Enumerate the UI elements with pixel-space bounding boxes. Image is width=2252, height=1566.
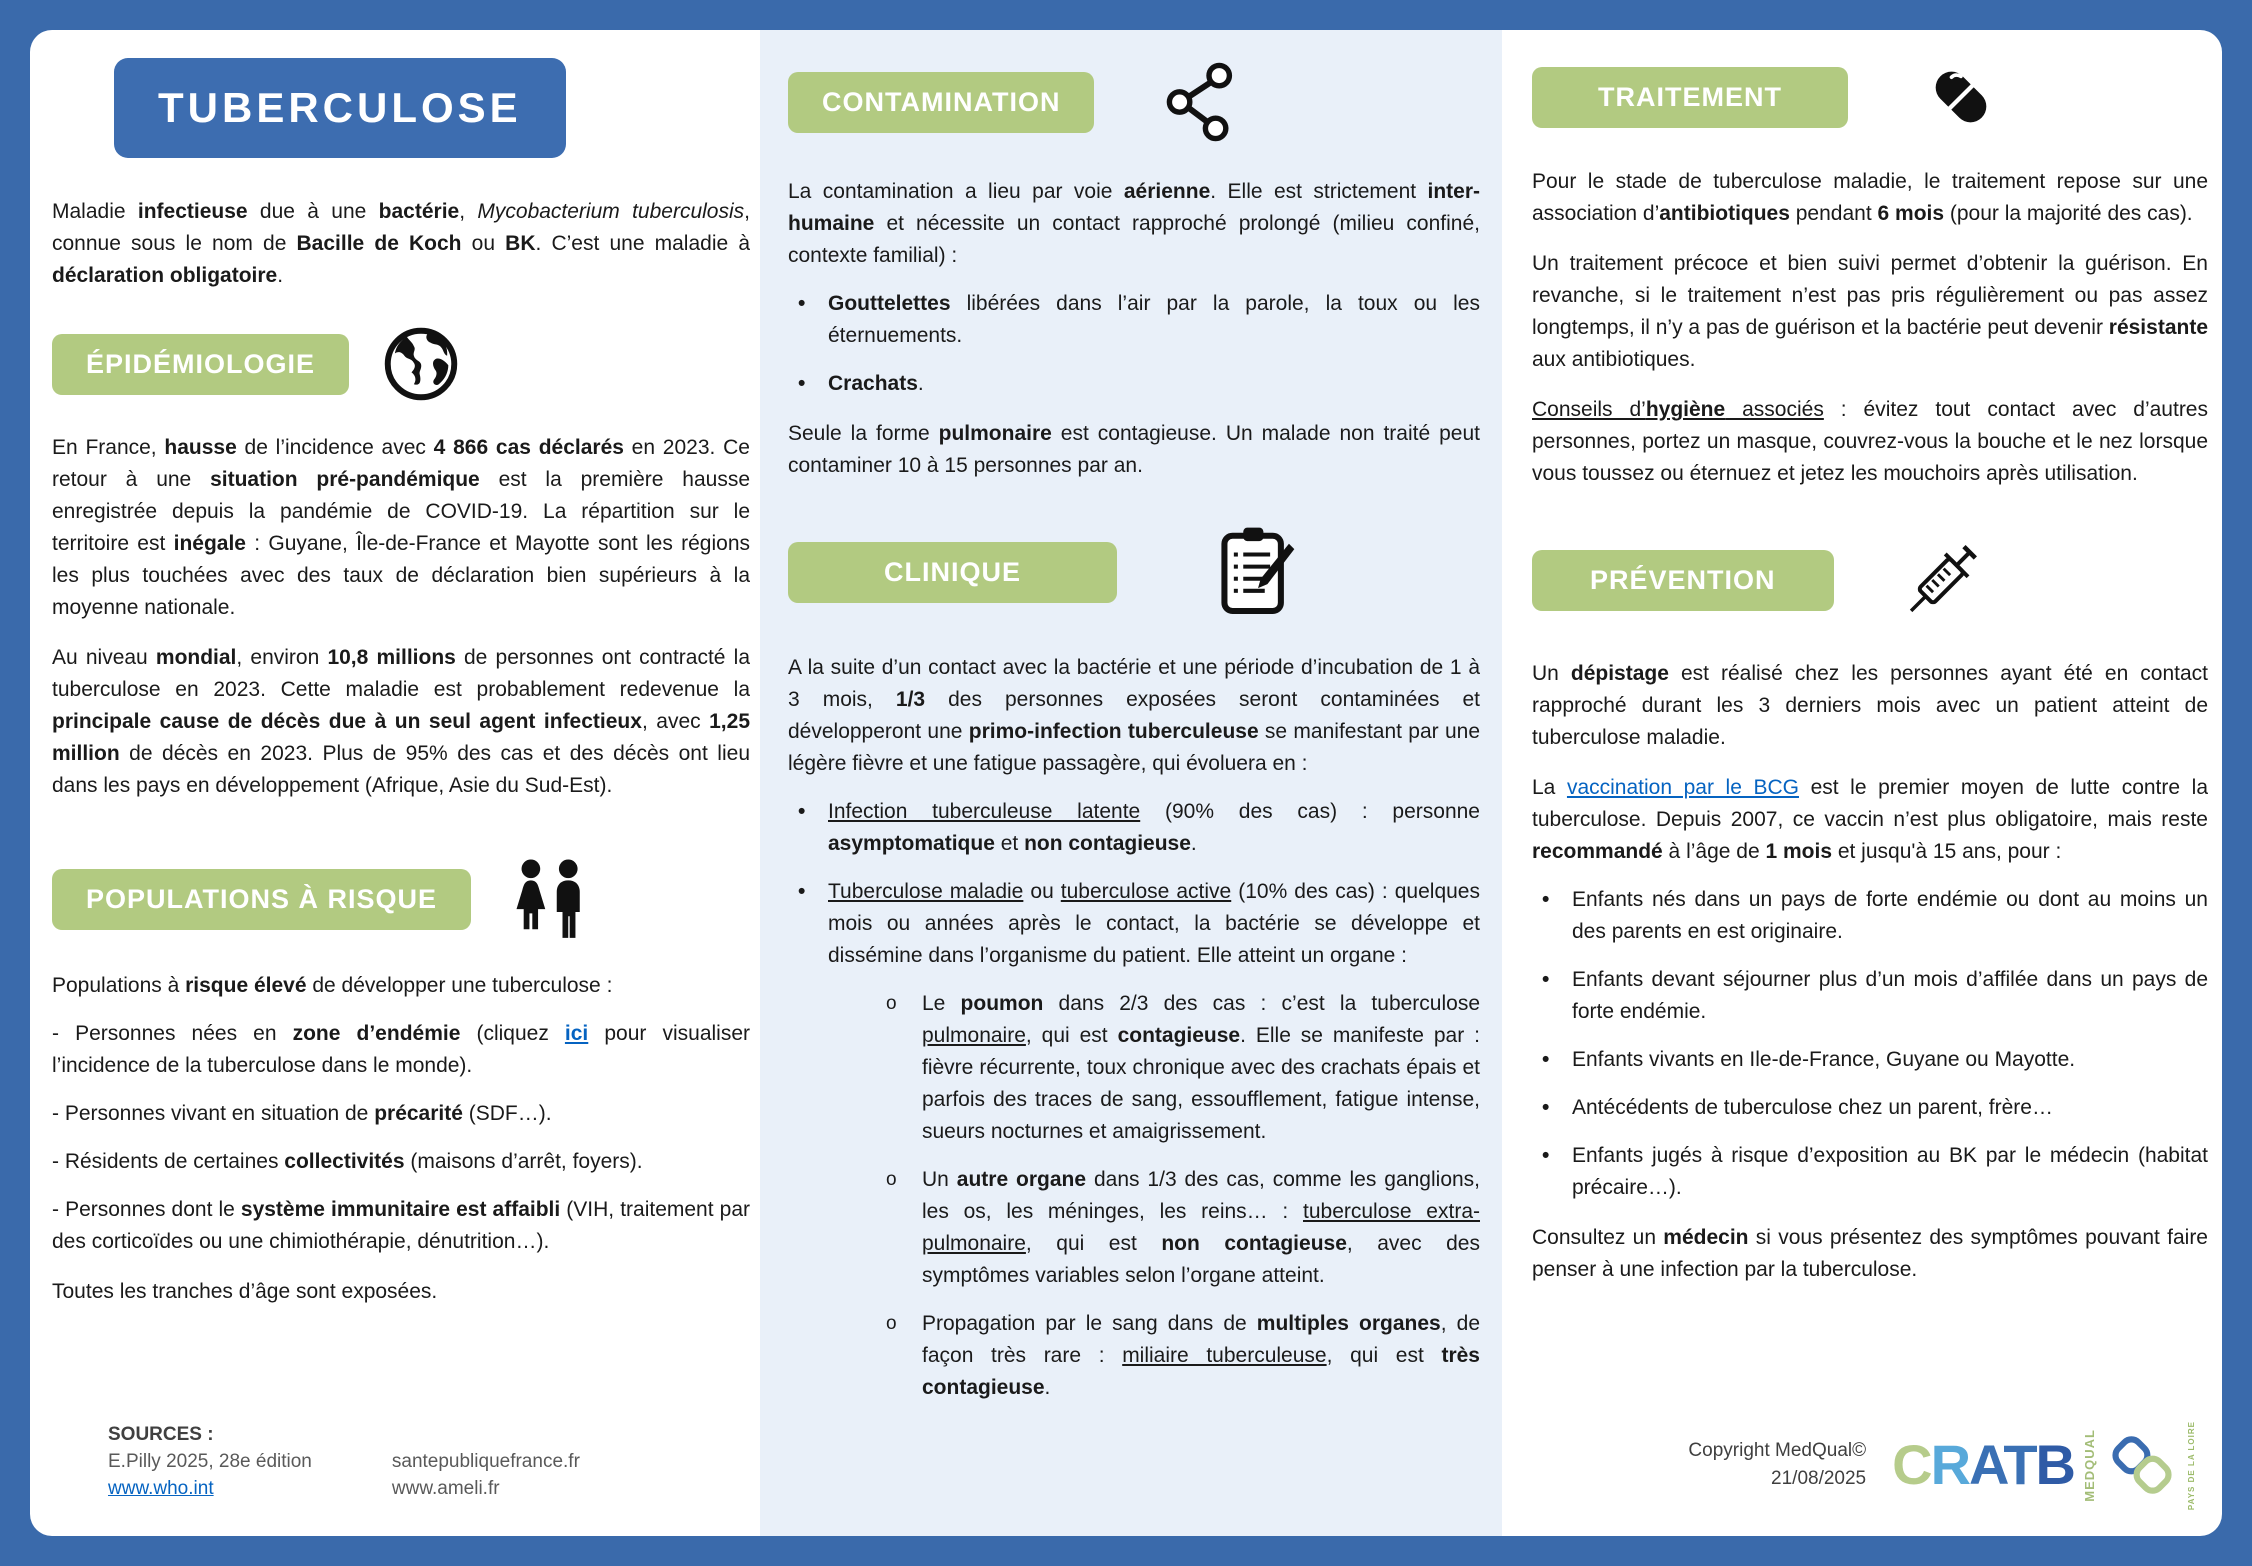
prevention-outro <box>1532 1222 2208 1286</box>
logo-letter: A <box>1969 1433 2004 1497</box>
text-span: poumon <box>960 992 1044 1015</box>
text-span: déclaration obligatoire <box>52 264 278 287</box>
list-item <box>1532 964 2208 1028</box>
text-span: est le premier moyen de lutte contre la tuberculose. Depuis 2007, ce vaccin n’est plus obligatoire, mais reste <box>1532 776 2208 831</box>
text-span: En France, <box>52 436 165 459</box>
copyright-line-2: 21/08/2025 <box>1771 1468 1867 1490</box>
contamination-badge <box>788 72 1094 133</box>
text-span: Toutes les tranches d’âge sont exposées. <box>52 1280 438 1303</box>
text-span: Bacille de Koch <box>296 232 462 255</box>
text-span: . Elle est strictement <box>1210 180 1428 203</box>
section-populations-header <box>52 858 750 940</box>
text-span: se manifestant par une légère fièvre et une fatigue passagère, qui évoluera en : <box>788 720 1480 775</box>
prevention-paragraph-1 <box>1532 658 2208 754</box>
text-span: (pour la majorité des cas). <box>1944 202 2193 225</box>
text-span: A la suite d’un contact avec la bactérie et une période d’incubation de 1 à 3 mois, <box>788 656 1480 711</box>
list-item <box>788 796 1480 860</box>
text-span: 1/3 <box>895 688 926 711</box>
text-span: BK <box>505 232 536 255</box>
list-item <box>880 1164 1480 1292</box>
text-link[interactable]: vaccination par le BCG <box>1566 776 1799 799</box>
man-woman-icon <box>505 858 597 940</box>
clinique-list <box>788 796 1480 972</box>
cratb-logo-letters <box>1892 1433 2074 1497</box>
pays-de-la-loire-vertical-label: PAYS DE LA LOIRE <box>2187 1420 2196 1510</box>
text-span: principale cause de décès due à un seul agent infectieux <box>52 710 642 733</box>
cratb-logo <box>1892 1421 2196 1510</box>
text-span: miliaire tuberculeuse <box>1122 1344 1327 1367</box>
text-span: 1 mois <box>1765 840 1832 863</box>
text-span: est réalisé chez les personnes ayant été en contact rapproché durant les 3 derniers mois avec un patient atteint de tuberculose maladie. <box>1532 662 2208 749</box>
prevention-list <box>1532 884 2208 1204</box>
text-span: , de façon très rare : <box>922 1312 1480 1367</box>
text-span: dans 2/3 des cas : c’est la tuberculose <box>1043 992 1480 1015</box>
text-span: . <box>1044 1376 1051 1399</box>
sources-column-1 <box>108 1421 312 1502</box>
text-span: pulmonaire <box>938 422 1052 445</box>
footer-right <box>1688 1421 2196 1510</box>
sources-label: SOURCES : <box>108 1424 214 1445</box>
text-span: - Personnes nées en <box>52 1022 293 1045</box>
text-span: , qui est <box>1025 1024 1118 1047</box>
text-span: due à une <box>247 200 379 223</box>
text-span: de personnes ont contracté la tuberculose en 2023. Cette maladie est probablement redevenue la <box>52 646 750 701</box>
list-item <box>52 1194 750 1258</box>
section-clinique-header <box>788 524 1480 620</box>
text-span: multiples organes <box>1256 1312 1441 1335</box>
text-span: bactérie <box>378 200 460 223</box>
list-item <box>1532 1044 2208 1076</box>
text-span: non contagieuse <box>1024 832 1191 855</box>
text-span: ou <box>1023 880 1061 903</box>
text-span: : Guyane, Île-de-France et Mayotte sont les régions les plus touchées avec des taux de déclaration bien supérieurs à la moyenne nationale. <box>52 532 750 619</box>
traitement-paragraph-3 <box>1532 394 2208 490</box>
clinique-badge <box>788 542 1117 603</box>
text-span: Gouttelettes <box>828 292 951 315</box>
text-span: aérienne <box>1123 180 1211 203</box>
intro-paragraph <box>52 196 750 292</box>
clinique-sublist <box>788 988 1480 1404</box>
text-span: Propagation par le sang dans de <box>922 1312 1257 1335</box>
who-link[interactable]: www.who.int <box>108 1478 214 1499</box>
text-span: et jusqu'à 15 ans, pour : <box>1832 840 2062 863</box>
populations-list <box>52 1018 750 1258</box>
text-span: Crachats <box>828 372 918 395</box>
sources-column-2 <box>392 1421 580 1502</box>
text-span: précarité <box>374 1102 463 1125</box>
page-title <box>114 58 566 158</box>
epidemiologie-paragraph-2 <box>52 642 750 802</box>
text-span: Au niveau <box>52 646 156 669</box>
text-span: situation pré-pandémique <box>210 468 480 491</box>
text-span: Consultez un <box>1532 1226 1664 1249</box>
text-span: est contagieuse. Un malade non traité peut contaminer 10 à 15 personnes par an. <box>788 422 1480 477</box>
text-span: hygiène <box>1645 398 1726 421</box>
text-span: des personnes exposées seront contaminées et développeront une <box>788 688 1480 743</box>
text-span: ou <box>461 232 506 255</box>
text-span: pendant <box>1789 202 1878 225</box>
text-span: contagieuse <box>1117 1024 1241 1047</box>
populations-badge <box>52 869 471 930</box>
sources-ameli: www.ameli.fr <box>391 1478 500 1499</box>
text-span: . Elle se manifeste par : fièvre récurrente, toux chronique avec des crachats épais et parfois des traces de sang, essoufflement, fatigue intense, sueurs nocturnes et amaigrissement. <box>922 1024 1480 1143</box>
text-span: 6 mois <box>1877 202 1945 225</box>
text-span: Maladie <box>52 200 138 223</box>
text-span: à l’âge de <box>1662 840 1766 863</box>
text-span: (cliquez <box>460 1022 565 1045</box>
text-span: si vous présentez des symptômes pouvant faire penser à une infection par la tuberculose. <box>1532 1226 2208 1281</box>
traitement-paragraph-1 <box>1532 166 2208 230</box>
text-span: Le <box>922 992 961 1015</box>
section-contamination-header <box>788 60 1480 144</box>
traitement-paragraph-2 <box>1532 248 2208 376</box>
text-span: , qui est <box>1025 1232 1162 1255</box>
traitement-badge <box>1532 67 1848 128</box>
epidemiologie-paragraph-1 <box>52 432 750 624</box>
list-item <box>52 1146 750 1178</box>
text-span: (90% des cas) : personne <box>1140 800 1480 823</box>
text-span: pour visualiser l’incidence de la tuberculose dans le monde). <box>52 1022 750 1077</box>
text-span: médecin <box>1663 1226 1749 1249</box>
text-span: (VIH, traitement par des corticoïdes ou une chimiothérapie, dénutrition…). <box>52 1198 750 1253</box>
text-span: primo-infection tuberculeuse <box>968 720 1259 743</box>
list-item <box>52 1018 750 1082</box>
text-span: pulmonaire <box>922 1024 1026 1047</box>
text-span: très contagieuse <box>922 1344 1480 1399</box>
text-span: dans 1/3 des cas, comme les ganglions, les os, les méninges, les reins… : <box>922 1168 1480 1223</box>
text-span: système immunitaire est affaibli <box>240 1198 561 1221</box>
contamination-paragraph-2 <box>788 418 1480 482</box>
contamination-badge-label: CONTAMINATION <box>822 86 1061 117</box>
text-span: , qui est <box>1326 1344 1442 1367</box>
text-span: - Résidents de certaines <box>52 1150 285 1173</box>
text-span: de l’incidence avec <box>236 436 434 459</box>
list-item <box>1532 1140 2208 1204</box>
logo-letter: B <box>2035 1433 2074 1497</box>
text-span: autre organe <box>956 1168 1087 1191</box>
text-span: (SDF…). <box>462 1102 552 1125</box>
text-span: 10,8 millions <box>327 646 456 669</box>
text-span: 4 866 cas déclarés <box>433 436 624 459</box>
text-span: Un traitement précoce et bien suivi permet d’obtenir la guérison. En revanche, si le traitement n’est pas pris régulièrement ou pas assez longtemps, il n’y a pas de guérison et la bactérie peut devenir <box>1532 252 2208 339</box>
list-item <box>788 368 1480 400</box>
text-span: Populations à <box>52 974 186 997</box>
text-span: non contagieuse <box>1161 1232 1347 1255</box>
populations-badge-label: POPULATIONS À RISQUE <box>86 883 438 914</box>
text-span: Conseils d’ <box>1532 398 1646 421</box>
text-span: mondial <box>155 646 237 669</box>
text-span: associés <box>1725 398 1824 421</box>
clinique-paragraph-1 <box>788 652 1480 780</box>
text-span: de décès en 2023. Plus de 95% des cas et des décès ont lieu dans les pays en développement (Afrique, Asie du Sud-Est). <box>52 742 750 797</box>
text-span: Seule la forme <box>788 422 939 445</box>
text-span: infectieuse <box>137 200 248 223</box>
text-span: - Personnes vivant en situation de <box>52 1102 375 1125</box>
text-span: 1,25 million <box>52 710 750 765</box>
text-span: recommandé <box>1532 840 1663 863</box>
text-span: , avec des symptômes variables selon l’organe atteint. <box>922 1232 1480 1287</box>
sources-block <box>108 1421 580 1502</box>
copyright-line-1: Copyright MedQual© <box>1688 1440 1867 1462</box>
populations-intro <box>52 970 750 1002</box>
text-span: est la première hausse enregistrée depuis la pandémie de COVID-19. La répartition sur le territoire est <box>52 468 750 555</box>
text-span: Antécédents de tuberculose chez un parent, frère… <box>1572 1096 2053 1119</box>
text-span: Tuberculose maladie <box>828 880 1024 903</box>
prevention-badge-label: PRÉVENTION <box>1590 564 1776 595</box>
text-span: Un <box>922 1168 957 1191</box>
text-span: La contamination a lieu par voie <box>788 180 1124 203</box>
text-span: antibiotiques <box>1659 202 1790 225</box>
traitement-badge-label: TRAITEMENT <box>1598 81 1782 112</box>
prevention-badge <box>1532 550 1834 611</box>
text-span: zone d’endémie <box>292 1022 461 1045</box>
text-span: et <box>994 832 1025 855</box>
text-span: Enfants nés dans un pays de forte endémie ou dont au moins un des parents en est originaire. <box>1572 888 2208 943</box>
share-network-icon <box>1164 60 1236 144</box>
text-span: tuberculose active <box>1060 880 1232 903</box>
text-span: Enfants jugés à risque d’exposition au BK par le médecin (habitat précaire…). <box>1572 1144 2208 1199</box>
text-span: en 2023. Ce retour à une <box>52 436 750 491</box>
text-span: Infection tuberculeuse latente <box>828 800 1141 823</box>
contamination-paragraph-1 <box>788 176 1480 272</box>
text-span: La <box>1532 776 1567 799</box>
logo-letter: T <box>2003 1433 2036 1497</box>
text-span: hausse <box>164 436 237 459</box>
text-span: et nécessite un contact rapproché prolongé (milieu confiné, contexte familial) : <box>788 212 1480 267</box>
text-span: . C’est une maladie à <box>535 232 750 255</box>
text-span: , connue sous le nom de <box>52 200 750 255</box>
column-middle <box>788 30 1480 1536</box>
text-span: . <box>277 264 284 287</box>
list-item <box>52 1098 750 1130</box>
list-item <box>1532 1092 2208 1124</box>
populations-outro <box>52 1276 750 1308</box>
sources-sante: santepubliquefrance.fr <box>391 1451 580 1472</box>
text-span: tuberculose extra-pulmonaire <box>922 1200 1480 1255</box>
text-span: libérées dans l’air par la parole, la toux ou les éternuements. <box>828 292 1480 347</box>
list-item <box>880 988 1480 1148</box>
medqual-vertical-label: MEDQUAL <box>2082 1429 2097 1502</box>
text-span: résistante <box>2108 316 2208 339</box>
text-span: (10% des cas) : quelques mois ou années après le contact, la bactérie se développe et dissémine dans l’organisme du patient. Elle atteint un organe : <box>828 880 1480 967</box>
text-span: Enfants devant séjourner plus d’un mois d’affilée dans un pays de forte endémie. <box>1572 968 2208 1023</box>
text-span: . <box>1190 832 1197 855</box>
text-span: inégale <box>173 532 246 555</box>
text-span: Pour le stade de tuberculose maladie, le traitement repose sur une association d’ <box>1532 170 2208 225</box>
clinique-badge-label: CLINIQUE <box>884 556 1022 587</box>
sources-edition: E.Pilly 2025, 28e édition <box>108 1451 312 1472</box>
text-span: : évitez tout contact avec d’autres personnes, portez un masque, couvrez-vous la bouche et le nez lorsque vous toussez ou éternuez et jetez les mouchoirs après utilisation. <box>1532 398 2208 485</box>
list-item <box>1532 884 2208 948</box>
contamination-list <box>788 288 1480 400</box>
globe-icon <box>383 326 459 402</box>
page-title-text: TUBERCULOSE <box>158 84 522 131</box>
section-prevention-header <box>1532 534 2208 626</box>
clipboard-checklist-icon <box>1211 524 1297 620</box>
logo-letter: C <box>1892 1433 1931 1497</box>
section-traitement-header <box>1532 58 2208 136</box>
text-span: Un <box>1532 662 1571 685</box>
text-span: Enfants vivants en Ile-de-France, Guyane ou Mayotte. <box>1572 1048 2076 1071</box>
text-link[interactable]: ici <box>564 1022 589 1045</box>
text-span: , environ <box>236 646 328 669</box>
text-span: . <box>917 372 924 395</box>
column-left <box>52 30 750 1536</box>
list-item <box>788 876 1480 972</box>
text-span: asymptomatique <box>828 832 995 855</box>
text-span: collectivités <box>284 1150 405 1173</box>
epidemiologie-badge-label: ÉPIDÉMIOLOGIE <box>86 348 316 379</box>
epidemiologie-badge <box>52 334 349 395</box>
list-item <box>788 288 1480 352</box>
poster-card <box>30 30 2222 1536</box>
syringe-icon <box>1896 534 1988 626</box>
text-span: , avec <box>641 710 710 733</box>
list-item <box>880 1308 1480 1404</box>
text-span: (maisons d’arrêt, foyers). <box>404 1150 643 1173</box>
logo-letter: R <box>1930 1433 1970 1497</box>
medqual-knot-icon <box>2105 1433 2179 1497</box>
text-span: - Personnes dont le <box>52 1198 241 1221</box>
text-span: Mycobacterium tuberculosis <box>477 200 745 223</box>
text-span: risque élevé <box>185 974 307 997</box>
pill-capsule-icon <box>1922 58 2000 136</box>
section-epidemiologie-header <box>52 326 750 402</box>
text-span: dépistage <box>1570 662 1669 685</box>
text-span: aux antibiotiques. <box>1532 348 1696 371</box>
column-right <box>1532 30 2208 1536</box>
text-span: inter-humaine <box>788 180 1480 235</box>
copyright-block <box>1688 1437 1866 1493</box>
text-span: , <box>459 200 478 223</box>
text-span: de développer une tuberculose : <box>306 974 613 997</box>
prevention-paragraph-2 <box>1532 772 2208 868</box>
